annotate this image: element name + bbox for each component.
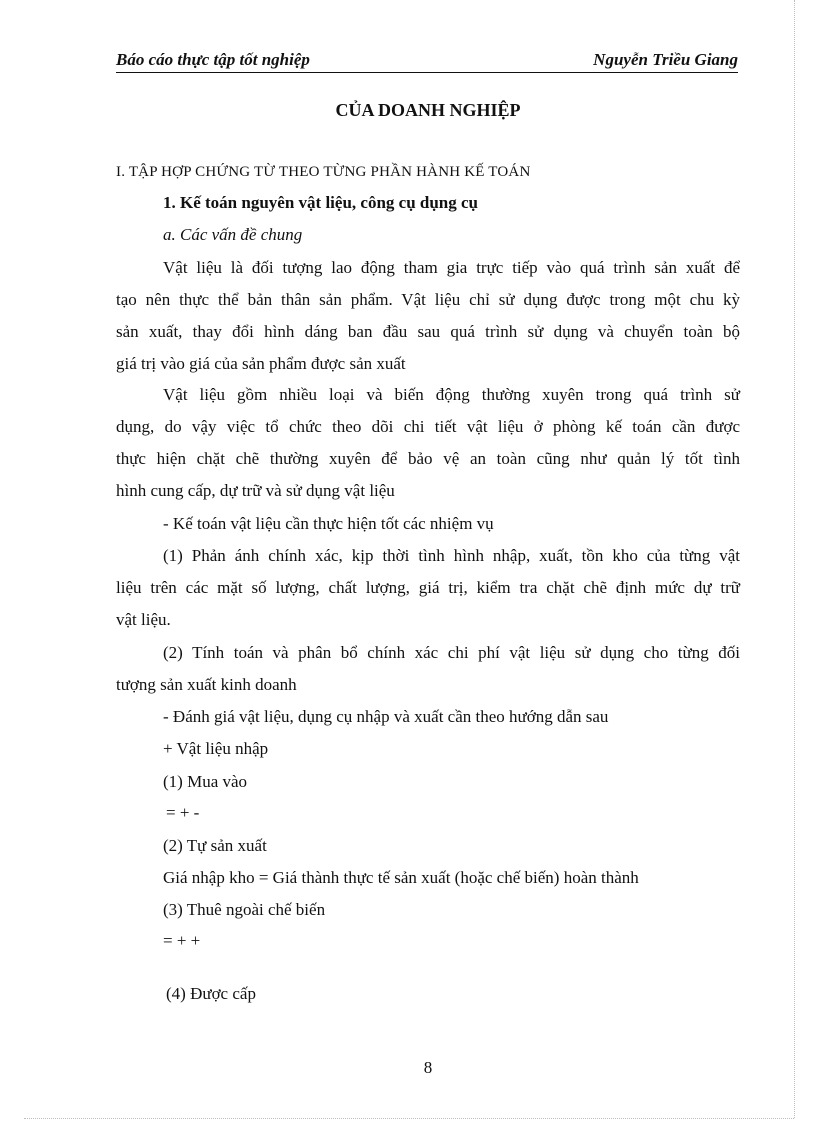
task1-line1: (1) Phản ánh chính xác, kịp thời tình hình nhập, xuất, tồn kho của từng vật xyxy=(163,546,740,565)
subsection-a-title: a. Các vấn đề chung xyxy=(163,225,303,244)
page-border-bottom xyxy=(24,1118,794,1119)
para1-line4: giá trị vào giá của sản phẩm được sản xuất xyxy=(116,354,406,373)
purchase-item: (1) Mua vào xyxy=(163,772,248,791)
page-header xyxy=(116,50,738,73)
valuation-intro: - Đánh giá vật liệu, dụng cụ nhập và xuất cần theo hướng dẫn sau xyxy=(163,707,609,726)
purchase-formula: = + - xyxy=(166,803,200,822)
granted-item: (4) Được cấp xyxy=(166,984,256,1003)
stock-price-formula: Giá nhập kho = Giá thành thực tế sản xuất (hoặc chế biến) hoàn thành xyxy=(163,868,639,887)
task1-line2: liệu trên các mặt số lượng, chất lượng, giá trị, kiểm tra chặt chẽ định mức dự trữ xyxy=(116,578,740,597)
task-intro: - Kế toán vật liệu cần thực hiện tốt các nhiệm vụ xyxy=(163,514,494,533)
materials-in-heading: + Vật liệu nhập xyxy=(163,739,269,758)
para1-line1: Vật liệu là đối tượng lao động tham gia trực tiếp vào quá trình sản xuất để xyxy=(163,258,740,277)
task2-line2: tượng sản xuất kinh doanh xyxy=(116,675,297,694)
para2-line2: dụng, do vậy việc tổ chức theo dõi chi tiết vật liệu ở phòng kế toán cần được xyxy=(116,417,740,436)
task1-line3: vật liệu. xyxy=(116,610,171,629)
page-number: 8 xyxy=(423,1058,433,1077)
section-title: I. TẬP HỢP CHỨNG TỪ THEO TỪNG PHẦN HÀNH KẾ TOÁN xyxy=(116,164,531,180)
header-title: Báo cáo thực tập tốt nghiệp xyxy=(116,50,310,69)
para1-line3: sản xuất, thay đổi hình dáng ban đầu sau quá trình sử dụng và chuyển toàn bộ xyxy=(116,322,740,341)
self-production-item: (2) Tự sản xuất xyxy=(163,836,267,855)
subsection-title: 1. Kế toán nguyên vật liệu, công cụ dụng cụ xyxy=(163,193,479,212)
outsourced-formula: = + + xyxy=(163,931,201,950)
header-author: Nguyễn Triều Giang xyxy=(593,50,738,69)
para2-line1: Vật liệu gồm nhiều loại và biến động thường xuyên trong quá trình sử xyxy=(163,385,740,404)
outsourced-processing-item: (3) Thuê ngoài chế biến xyxy=(163,900,326,919)
para1-line2: tạo nên thực thể bản thân sản phẩm. Vật liệu chỉ sử dụng được trong một chu kỳ xyxy=(116,290,740,309)
page-heading: CỦA DOANH NGHIỆP xyxy=(335,100,521,120)
page-border-right xyxy=(794,0,795,1118)
para2-line4: hình cung cấp, dự trữ và sử dụng vật liệu xyxy=(116,481,395,500)
task2-line1: (2) Tính toán và phân bổ chính xác chi phí vật liệu sử dụng cho từng đối xyxy=(163,643,740,662)
para2-line3: thực hiện chặt chẽ thường xuyên để bảo vệ an toàn cũng như quản lý tốt tình xyxy=(116,449,740,468)
